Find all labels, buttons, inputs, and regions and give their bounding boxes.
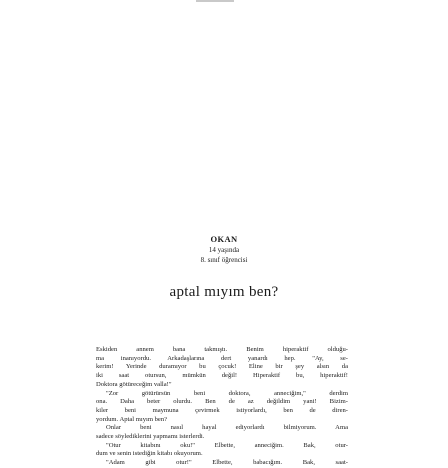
author-byline — [0, 234, 448, 266]
body-line: dum ve senin istediğin kitabı okuyorum. — [96, 450, 203, 458]
page-title: aptal mıyım ben? — [169, 284, 279, 300]
body-line: kiler beni maymuna çevirmek istiyorlardı, ben de diren- — [96, 406, 348, 414]
author-age: 14 yaşında — [208, 245, 240, 254]
author-name: OKAN — [210, 234, 238, 244]
body-line: kerim! Yerinde duramıyor bu çocuk! Eline bir şey alsın da — [96, 363, 348, 371]
author-grade: 8. sınıf öğrencisi — [200, 256, 248, 264]
article-body — [96, 346, 348, 468]
body-line: yordum. Aptal mıyım ben? — [96, 415, 168, 423]
body-line: "Adam gibi otur!" Elbette, babacığım. Bak, saat- — [106, 459, 348, 467]
body-line: ona. Daha beter olurdu. Ben de az değildim yani! Bizim- — [96, 398, 348, 406]
body-line: Doktora götüreceğim valla!" — [96, 380, 172, 388]
body-line: Onlar beni nasıl hayal ediyorlardı bilmiyorum. Ama — [106, 424, 348, 432]
body-line: Eskiden annem bana takmıştı. Benim hiperaktif olduğu- — [96, 346, 348, 353]
body-line: "Otur kitabını oku!" Elbette, anneciğim. Bak, otur- — [106, 441, 348, 449]
top-rule — [196, 0, 234, 2]
body-line: ma inanıyordu. Arkadaşlarına dert yanardı hep. "Ay, se- — [96, 354, 348, 362]
body-line: iki saat otursun, mümkün değil! Hiperaktif bu, hiperaktif! — [96, 372, 348, 380]
body-line: "Zor götürürsün beni doktora, anneciğim," derdim — [106, 389, 348, 397]
body-line: sadece söylediklerini yapmamı isterlerdi. — [96, 433, 205, 441]
